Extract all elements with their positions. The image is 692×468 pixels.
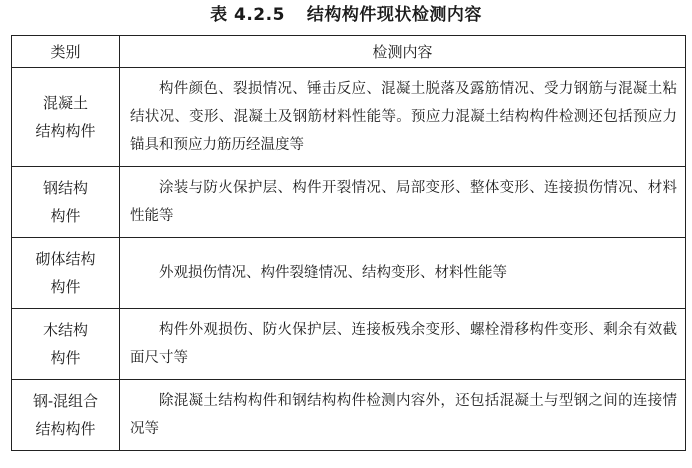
category-cell	[12, 68, 120, 167]
category-line: 构件	[50, 349, 81, 367]
content-cell: 除混凝土结构构件和钢结构构件检测内容外，还包括混凝土与型钢之间的连接情况等	[120, 380, 686, 451]
content-cell: 构件外观损伤、防火保护层、连接板残余变形、螺栓滑移构件变形、剩余有效截面尺寸等	[120, 309, 686, 380]
category-line: 钢-混组合	[32, 392, 99, 410]
table-number: 表 4.2.5	[210, 5, 285, 25]
category-line: 混凝土	[42, 94, 88, 112]
table-row	[12, 238, 686, 309]
content-cell: 外观损伤情况、构件裂缝情况、结构变形、材料性能等	[120, 238, 686, 309]
table-title: 结构构件现状检测内容	[306, 5, 482, 25]
table-row	[12, 167, 686, 238]
table-row	[12, 380, 686, 451]
table-header-row	[12, 36, 686, 68]
category-cell	[12, 380, 120, 451]
table-row	[12, 68, 686, 167]
content-cell: 涂装与防火保护层、构件开裂情况、局部变形、整体变形、连接损伤情况、材料性能等	[120, 167, 686, 238]
table-row	[12, 309, 686, 380]
header-category: 类别	[12, 36, 120, 68]
category-cell	[12, 238, 120, 309]
category-line: 结构构件	[35, 420, 96, 438]
header-content: 检测内容	[120, 36, 686, 68]
table-caption	[0, 4, 692, 26]
category-line: 木结构	[42, 321, 88, 339]
category-line: 结构构件	[35, 122, 96, 140]
inspection-content-table	[11, 35, 686, 451]
content-cell: 构件颜色、裂损情况、锤击反应、混凝土脱落及露筋情况、受力钢筋与混凝土粘结状况、变形、混凝土及钢筋材料性能等。预应力混凝土结构构件检测还包括预应力锚具和预应力筋历经温度等	[120, 68, 686, 167]
category-line: 构件	[50, 278, 81, 296]
category-line: 钢结构	[42, 179, 88, 197]
category-cell	[12, 309, 120, 380]
category-line: 砌体结构	[35, 250, 96, 268]
category-line: 构件	[50, 207, 81, 225]
category-cell	[12, 167, 120, 238]
